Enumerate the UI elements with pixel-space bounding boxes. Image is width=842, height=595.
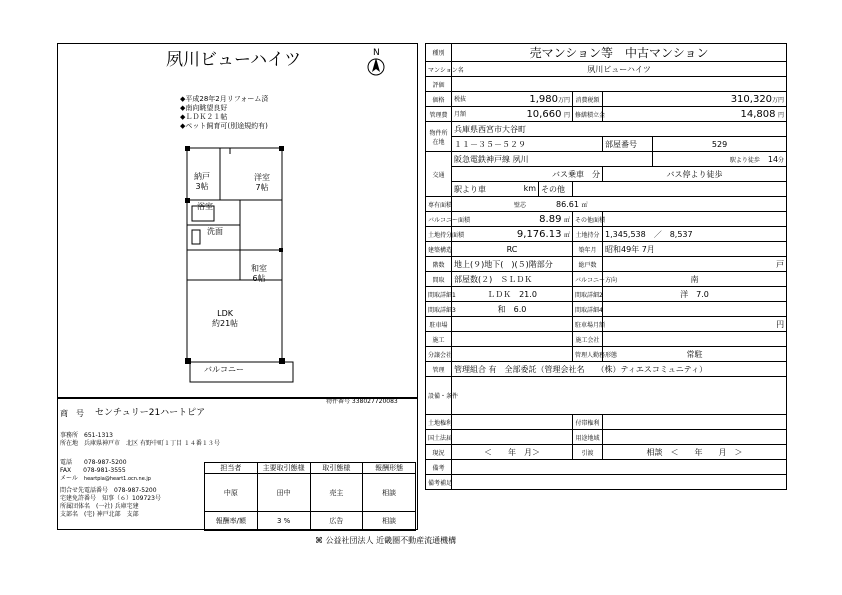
- room-no-value: 529: [653, 137, 787, 152]
- org-logo-icon: ⌘: [315, 536, 323, 545]
- broker-mail: メール heartpia@heart1.ocn.ne.jp: [60, 475, 151, 482]
- broker-tel: 電話 078-987-5200: [60, 459, 127, 466]
- room-bath: 浴室: [197, 202, 213, 211]
- layout-label: 間取: [426, 272, 452, 287]
- broker-name-label: 商 号: [60, 409, 84, 418]
- remarks2-label: 備考補足: [426, 475, 452, 490]
- room-japanese: 和室 6帖: [251, 264, 267, 283]
- use-label: 用途地域: [573, 430, 603, 445]
- fee-label: 報酬率/額: [205, 512, 258, 531]
- station-value: 阪急電鉄神戸線 夙川: [452, 152, 653, 167]
- note-label: 評価: [426, 77, 452, 92]
- mgmt-form-value: 常駐: [603, 347, 787, 362]
- type-label: 種別: [426, 44, 452, 62]
- agent-value: 相談: [363, 474, 416, 512]
- area-label: 専有面積: [426, 197, 452, 212]
- footer-org: ⌘ 公益社団法人 近畿圏不動産流通機構: [315, 536, 457, 545]
- bus-value: バス乗車 分: [452, 167, 603, 182]
- handover-value: 相談 ＜ 年 月 ＞: [603, 445, 787, 460]
- agent-value: 中原: [205, 474, 258, 512]
- feature-item: ◆ペット飼育可(別途規約有): [180, 122, 268, 130]
- room-balcony: バルコニー: [204, 365, 244, 374]
- room1-value: ＬＤＫ 21.0: [452, 287, 573, 302]
- room3-value: 和 6.0: [452, 302, 573, 317]
- registration-number: 物件番号 338027720083: [326, 398, 398, 405]
- tax-label: 消費税額: [573, 92, 603, 107]
- room-ldk: LDK 約21帖: [212, 309, 239, 328]
- land-share-label: 土地持分: [573, 227, 603, 242]
- north-arrow-icon: [362, 46, 392, 80]
- broker-details: [60, 432, 220, 448]
- broker-license: 宅建免許番号 知事（６）109723号: [60, 495, 161, 502]
- ad-value: 相談: [363, 512, 416, 531]
- units-label: 総戸数: [573, 257, 603, 272]
- room-washroom: 洗面: [207, 227, 223, 236]
- other-area-label: その他面積: [573, 212, 603, 227]
- mgmt-value: 月額 10,660 円: [452, 107, 573, 122]
- price-label: 価格: [426, 92, 452, 107]
- broker-name: センチュリー21ハートピア: [95, 408, 206, 418]
- fee-value: 3 %: [257, 512, 310, 531]
- seller-label: 分譲会社: [426, 347, 452, 362]
- broker-address: 所在地 兵庫県神戸市 北区 有野中町１丁目 １４番１３号: [60, 440, 220, 447]
- repair-label: 修繕積立金: [573, 107, 603, 122]
- address-value: 兵庫県西宮市大谷町: [452, 122, 787, 137]
- balcony-value: 8.89 ㎡: [452, 212, 573, 227]
- mgmt-form-label: 管理人勤務形態: [573, 347, 603, 362]
- price-value: 税抜 1,980万円: [452, 92, 573, 107]
- feature-list: [180, 95, 268, 131]
- mgmt-label: 管理費: [426, 107, 452, 122]
- direction-label: バルコニー方向: [573, 272, 603, 287]
- builder-label: 施工: [426, 332, 452, 347]
- agent-table: [204, 462, 416, 531]
- land-share-value: 1,345,538 ／ 8,537: [603, 227, 787, 242]
- parking-label: 駐車場: [426, 317, 452, 332]
- location-label: 物件所在地: [426, 122, 452, 152]
- agent-header: 報酬形態: [363, 463, 416, 474]
- svg-text:N: N: [373, 48, 380, 58]
- units-value: 戸: [603, 257, 787, 272]
- room-no-label: 部屋番号: [603, 137, 653, 152]
- traffic-label: 交通: [426, 152, 452, 197]
- broker-inquiry-tel: 問合せ先電話番号 078-987-5200: [60, 487, 157, 494]
- built-value: 昭和49年 7月: [603, 242, 787, 257]
- mansion-value: 夙川ビューハイツ: [452, 62, 787, 77]
- room3-label: 間取詳細3: [426, 302, 452, 317]
- mgmt-co-value: 管理組合 有 全部委託（管理会社名 （株）ティエスコミュニティ）: [452, 362, 787, 377]
- property-title: 夙川ビューハイツ: [166, 50, 302, 70]
- remarks-label: 備考: [426, 460, 452, 475]
- land-rights-label: 土地権利: [426, 415, 452, 430]
- type-value: 売マンション等 中古マンション: [452, 44, 787, 62]
- walk-value: 駅より徒歩 14分: [653, 152, 787, 167]
- floors-value: 地上(９)地下( )(５)階部分: [452, 257, 573, 272]
- agent-value: 田中: [257, 474, 310, 512]
- built-label: 築年月: [573, 242, 603, 257]
- lot-value: １１－３５－５２９: [452, 137, 603, 152]
- floors-label: 階数: [426, 257, 452, 272]
- parking-fee-label: 駐車場月額: [573, 317, 603, 332]
- note-value: [452, 77, 787, 92]
- constr-label: 施工会社: [573, 332, 603, 347]
- mansion-label: マンション名: [426, 62, 452, 77]
- balcony-label: バルコニー面積: [426, 212, 452, 227]
- car-value: 駅より車 km: [452, 182, 539, 197]
- feature-item: ◆南向眺望良好: [180, 104, 228, 112]
- feature-item: ◆ＬＤＫ２１帖: [180, 113, 228, 121]
- land-value: 9,176.13 ㎡: [452, 227, 573, 242]
- ad-label: 広告: [310, 512, 363, 531]
- room2-label: 間取詳細2: [573, 287, 603, 302]
- struct-label: 建築構造: [426, 242, 452, 257]
- room4-label: 間取詳細4: [573, 302, 603, 317]
- layout-value: 部屋数(２) ＳＬＤＫ: [452, 272, 573, 287]
- land-label: 土地持分面積: [426, 227, 452, 242]
- repair-value: 14,808 円: [603, 107, 787, 122]
- direction-value: 南: [603, 272, 787, 287]
- broker-assoc: 所属団体名 (一社) 兵庫宅建: [60, 503, 139, 510]
- handover-label: 引渡: [573, 445, 603, 460]
- busstop-label: バス停より徒歩: [603, 167, 787, 182]
- room2-value: 洋 7.0: [603, 287, 787, 302]
- agent-header: 取引態様: [310, 463, 363, 474]
- broker-contact: [60, 459, 205, 519]
- status-value: ＜ 年 月＞: [452, 445, 573, 460]
- struct-value: RC: [452, 242, 573, 257]
- broker-branch: 支部名 (宅) 神戸北部 支部: [60, 511, 139, 518]
- area-value: 壁芯 86.61 ㎡: [452, 197, 787, 212]
- status-label: 現況: [426, 445, 452, 460]
- broker-office: 事務所 651-1313: [60, 432, 113, 439]
- parking-fee-value: 円: [603, 317, 787, 332]
- tax-value: 310,320万円: [603, 92, 787, 107]
- other-label: その他: [539, 182, 573, 197]
- agent-header: 担当者: [205, 463, 258, 474]
- agent-header: 主要取引態様: [257, 463, 310, 474]
- agent-value: 売主: [310, 474, 363, 512]
- room-western: 洋室 7帖: [254, 173, 270, 192]
- mgmt-co-label: 管理: [426, 362, 452, 377]
- lease-label: 付帯権利: [573, 415, 603, 430]
- spec-table: [425, 43, 787, 490]
- room-storage: 納戸 3帖: [194, 172, 210, 191]
- room1-label: 間取詳細1: [426, 287, 452, 302]
- conditions-label: 設備・条件: [426, 377, 452, 415]
- feature-item: ◆平成28年2月リフォーム済: [180, 95, 269, 103]
- zoning-label: 国土法届: [426, 430, 452, 445]
- broker-fax: FAX 078-981-3555: [60, 467, 126, 474]
